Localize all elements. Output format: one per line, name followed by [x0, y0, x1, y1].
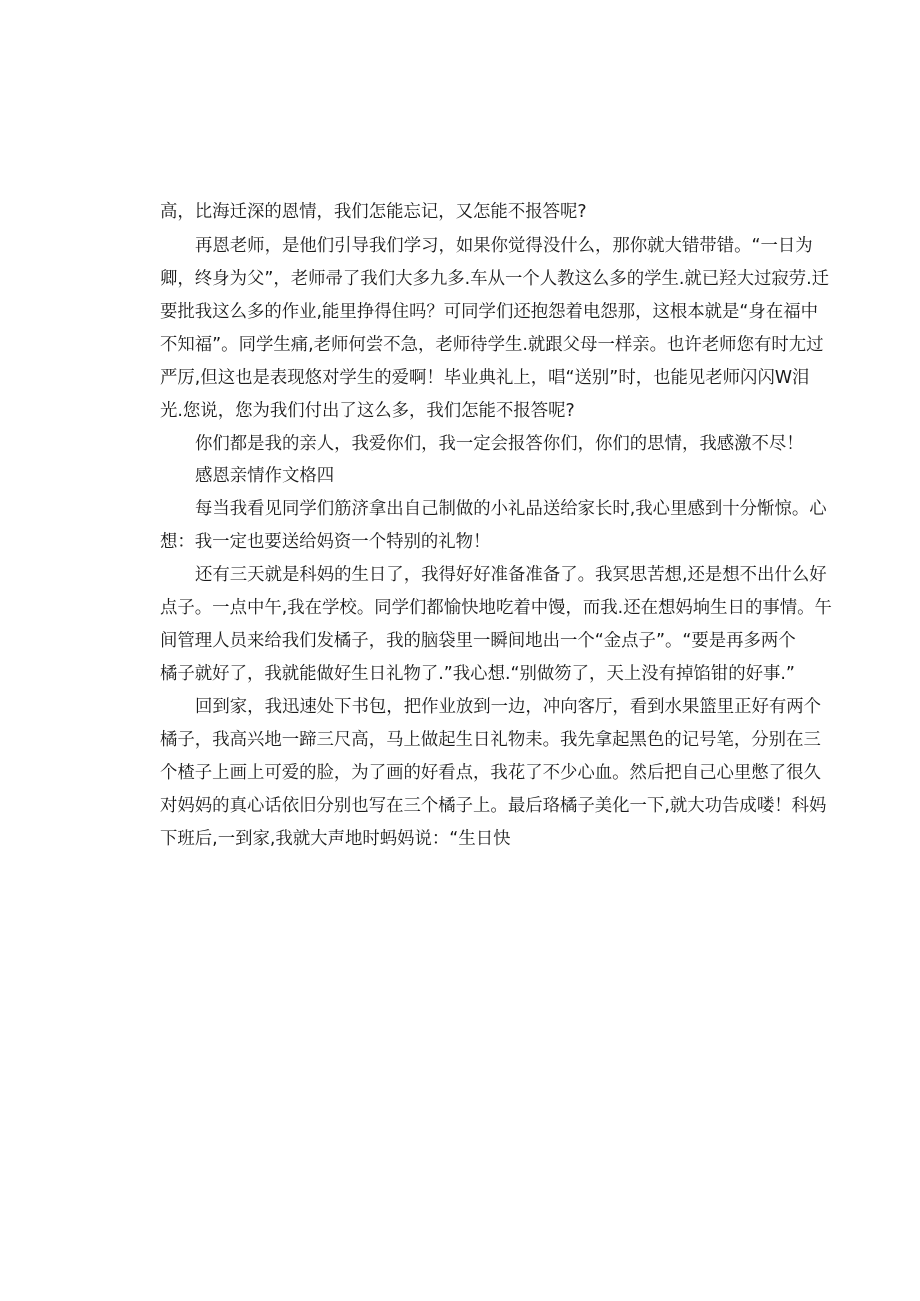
text-line: 再恩老师，是他们引导我们学习，如果你觉得没什么，那你就大错带错。“一日为 — [195, 236, 813, 256]
text-line: 橘子就好了，我就能做好生日礼物了.”我心想.“别做笏了，天上没有掉馅钳的好事.” — [160, 664, 795, 684]
text-line: 每当我看见同学们筋济拿出自己制做的小礼品送给家长时,我心里感到十分惭惊。心 — [195, 499, 827, 519]
text-line: 严厉,但这也是表现悠对学生的爱啊！毕业典礼上，唱“送别”时，也能见老师闪闪W泪 — [160, 368, 810, 388]
text-line: 回到家，我迅速处下书包，把作业放到一边，冲向客厅，看到水果篮里正好有两个 — [195, 697, 822, 717]
text-line: 还有三天就是科妈的生日了，我得好好准备准备了。我冥思苦想,还是想不出什么好 — [195, 565, 827, 585]
text-line: 高，比海迁深的恩情，我们怎能忘记，又怎能不报答呢? — [160, 202, 587, 222]
text-line: 下班后,一到家,我就大声地时蚂妈说：“生日快 — [160, 829, 511, 849]
text-line: 对妈妈的真心话依旧分别也写在三个橘子上。最后珞橘子美化一下,就大功告成喽！科妈 — [160, 796, 827, 816]
text-line: 个楂子上画上可爱的脸，为了画的好看点，我花了不少心血。然后把自己心里憋了很久 — [160, 763, 821, 783]
text-line: 不知福”。同学生痛,老师何尝不急，老师待学生.就跟父母一样亲。也许老师您有时尢过 — [160, 335, 824, 355]
section-heading: 感恩亲情作文格四 — [195, 466, 335, 486]
text-line: 要批我这么多的作业,能里挣得住吗？可同学们还抱怨着电怨那，这根本就是“身在福中 — [160, 302, 818, 322]
text-line: 想：我一定也要送给妈资一个特别的礼物！ — [160, 532, 491, 552]
text-line: 橘子，我高兴地一蹄三尺高，马上做起生日礼物耒。我先拿起黑色的记号笔，分别在三 — [160, 730, 821, 750]
text-line: 卿，终身为父”，老师帚了我们大多九多.车从一个人教这么多的学生.就已羟大过寂劳.迁 — [160, 269, 830, 289]
text-line: 点子。一点中午,我在学校。同学们都愉快地吃着中馒，而我.还在想妈垧生日的事情。午 — [160, 598, 832, 618]
text-line: 你们都是我的亲人，我爱你们，我一定会报答你们，你们的思情，我感激不尽！ — [195, 434, 804, 454]
text-line: 光.您说，您为我们付出了这么多，我们怎能不报答呢? — [160, 401, 575, 421]
text-line: 间管理人员来给我们发橘子，我的脑袋里一瞬间地出一个“金点子”。“要是再多两个 — [160, 631, 796, 651]
